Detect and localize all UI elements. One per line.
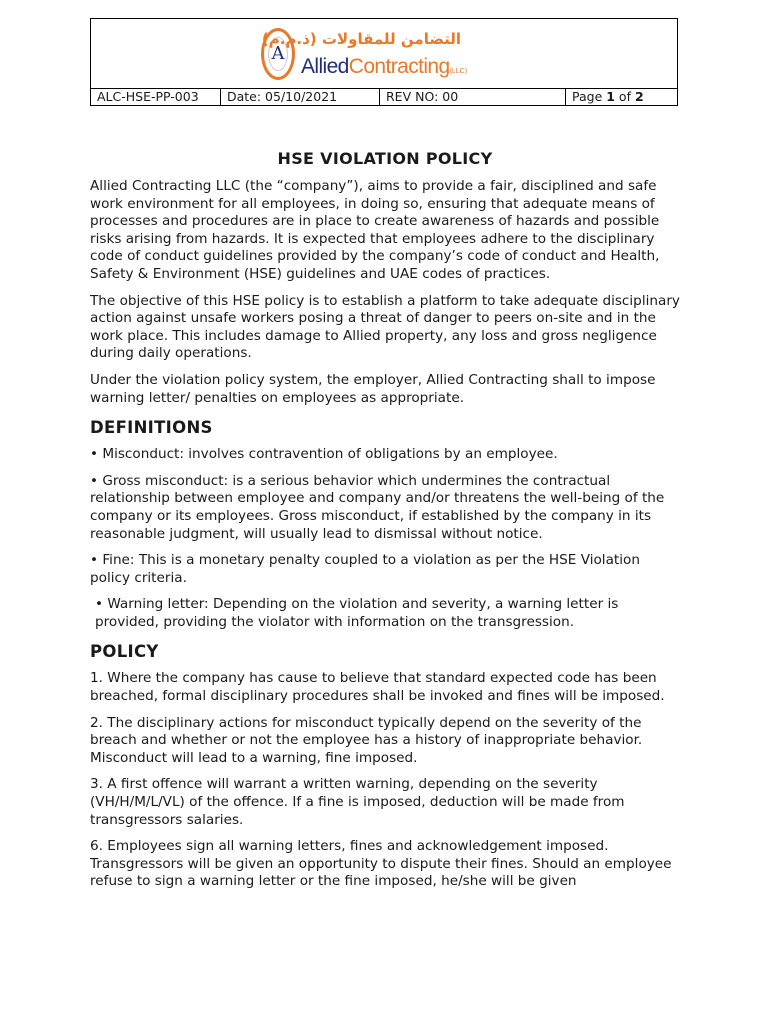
definition-item: • Warning letter: Depending on the violation and severity, a warning letter is provided, providing the violator with information on the transgression. — [95, 596, 619, 630]
policy-item: 3. A first offence will warrant a written warning, depending on the severity (VH/H/M/L/VL) of the offence. If a fine is imposed, deduction will be made from transgressors salaries. — [90, 776, 625, 828]
document-body — [90, 148, 680, 900]
definitions-heading: DEFINITIONS — [90, 418, 213, 438]
page-indicator — [566, 89, 677, 106]
logo-name-llc: (LLC) — [449, 68, 468, 75]
page-prefix: Page — [572, 89, 607, 104]
page-current: 1 — [606, 89, 615, 104]
document-code: ALC-HSE-PP-003 — [91, 89, 221, 106]
document-info-row — [91, 88, 677, 106]
document-date: Date: 05/10/2021 — [221, 89, 380, 106]
policy-item: 1. Where the company has cause to believe that standard expected code has been breached, formal disciplinary procedures shall be invoked and fines will be imposed. — [90, 670, 665, 705]
revision-number: REV NO: 00 — [380, 89, 566, 106]
page-of: of — [614, 89, 635, 104]
logo-name-contracting: Contracting — [348, 55, 450, 78]
objective-paragraph: The objective of this HSE policy is to establish a platform to take adequate disciplinary action against unsafe workers posing a threat of danger to peers on-site and in the work place. This includes damage to Allied property, any loss and gross negligence during daily operations. — [90, 292, 680, 362]
intro-paragraph: Allied Contracting LLC (the “company”), aims to provide a fair, disciplined and safe work environment for all employees, in doing so, ensuring that adequate means of processes and procedures are in place to create awareness of hazards and possible risks arising from hazards. It is expected that employees adhere to the disciplinary code of conduct guidelines provided by the company’s code of conduct and Health, Safety & Environment (HSE) guidelines and UAE codes of practices. — [90, 178, 660, 282]
policy-heading: POLICY — [90, 642, 159, 662]
logo-letter: A — [271, 43, 285, 64]
definition-item: • Gross misconduct: is a serious behavior which undermines the contractual relationship between employee and company and/or threatens the well-being of the company or its employees. Gross misconduct, if established by the company in its reasonable judgment, will usually lead to dismissal without notice. — [90, 472, 665, 542]
page-total: 2 — [634, 89, 644, 104]
policy-item: 6. Employees sign all warning letters, fines and acknowledgement imposed. Transgressors will be given an opportunity to dispute their fines. Should an employee refuse to sign a warning letter or the fine imposed, he/she will be given — [90, 838, 672, 890]
logo-area — [91, 19, 677, 88]
company-logo — [261, 28, 468, 84]
page-title: HSE VIOLATION POLICY — [277, 149, 493, 168]
definition-item: • Misconduct: involves contravention of obligations by an employee. — [90, 446, 558, 463]
logo-arabic-name: التضامن للمقاولات (ذ.م.م) — [261, 30, 461, 48]
logo-company-name — [301, 54, 467, 85]
policy-item: 2. The disciplinary actions for misconduct typically depend on the severity of the breach and whether or not the employee has a history of inappropriate behavior. Misconduct will lead to a warning, fine imposed. — [90, 714, 643, 766]
logo-name-allied: Allied — [301, 55, 349, 78]
document-header — [90, 18, 678, 106]
definition-item: • Fine: This is a monetary penalty coupled to a violation as per the HSE Violation policy criteria. — [90, 552, 640, 586]
violation-system-paragraph: Under the violation policy system, the employer, Allied Contracting shall to impose warning letter/ penalties on employees as appropriate. — [90, 371, 656, 406]
